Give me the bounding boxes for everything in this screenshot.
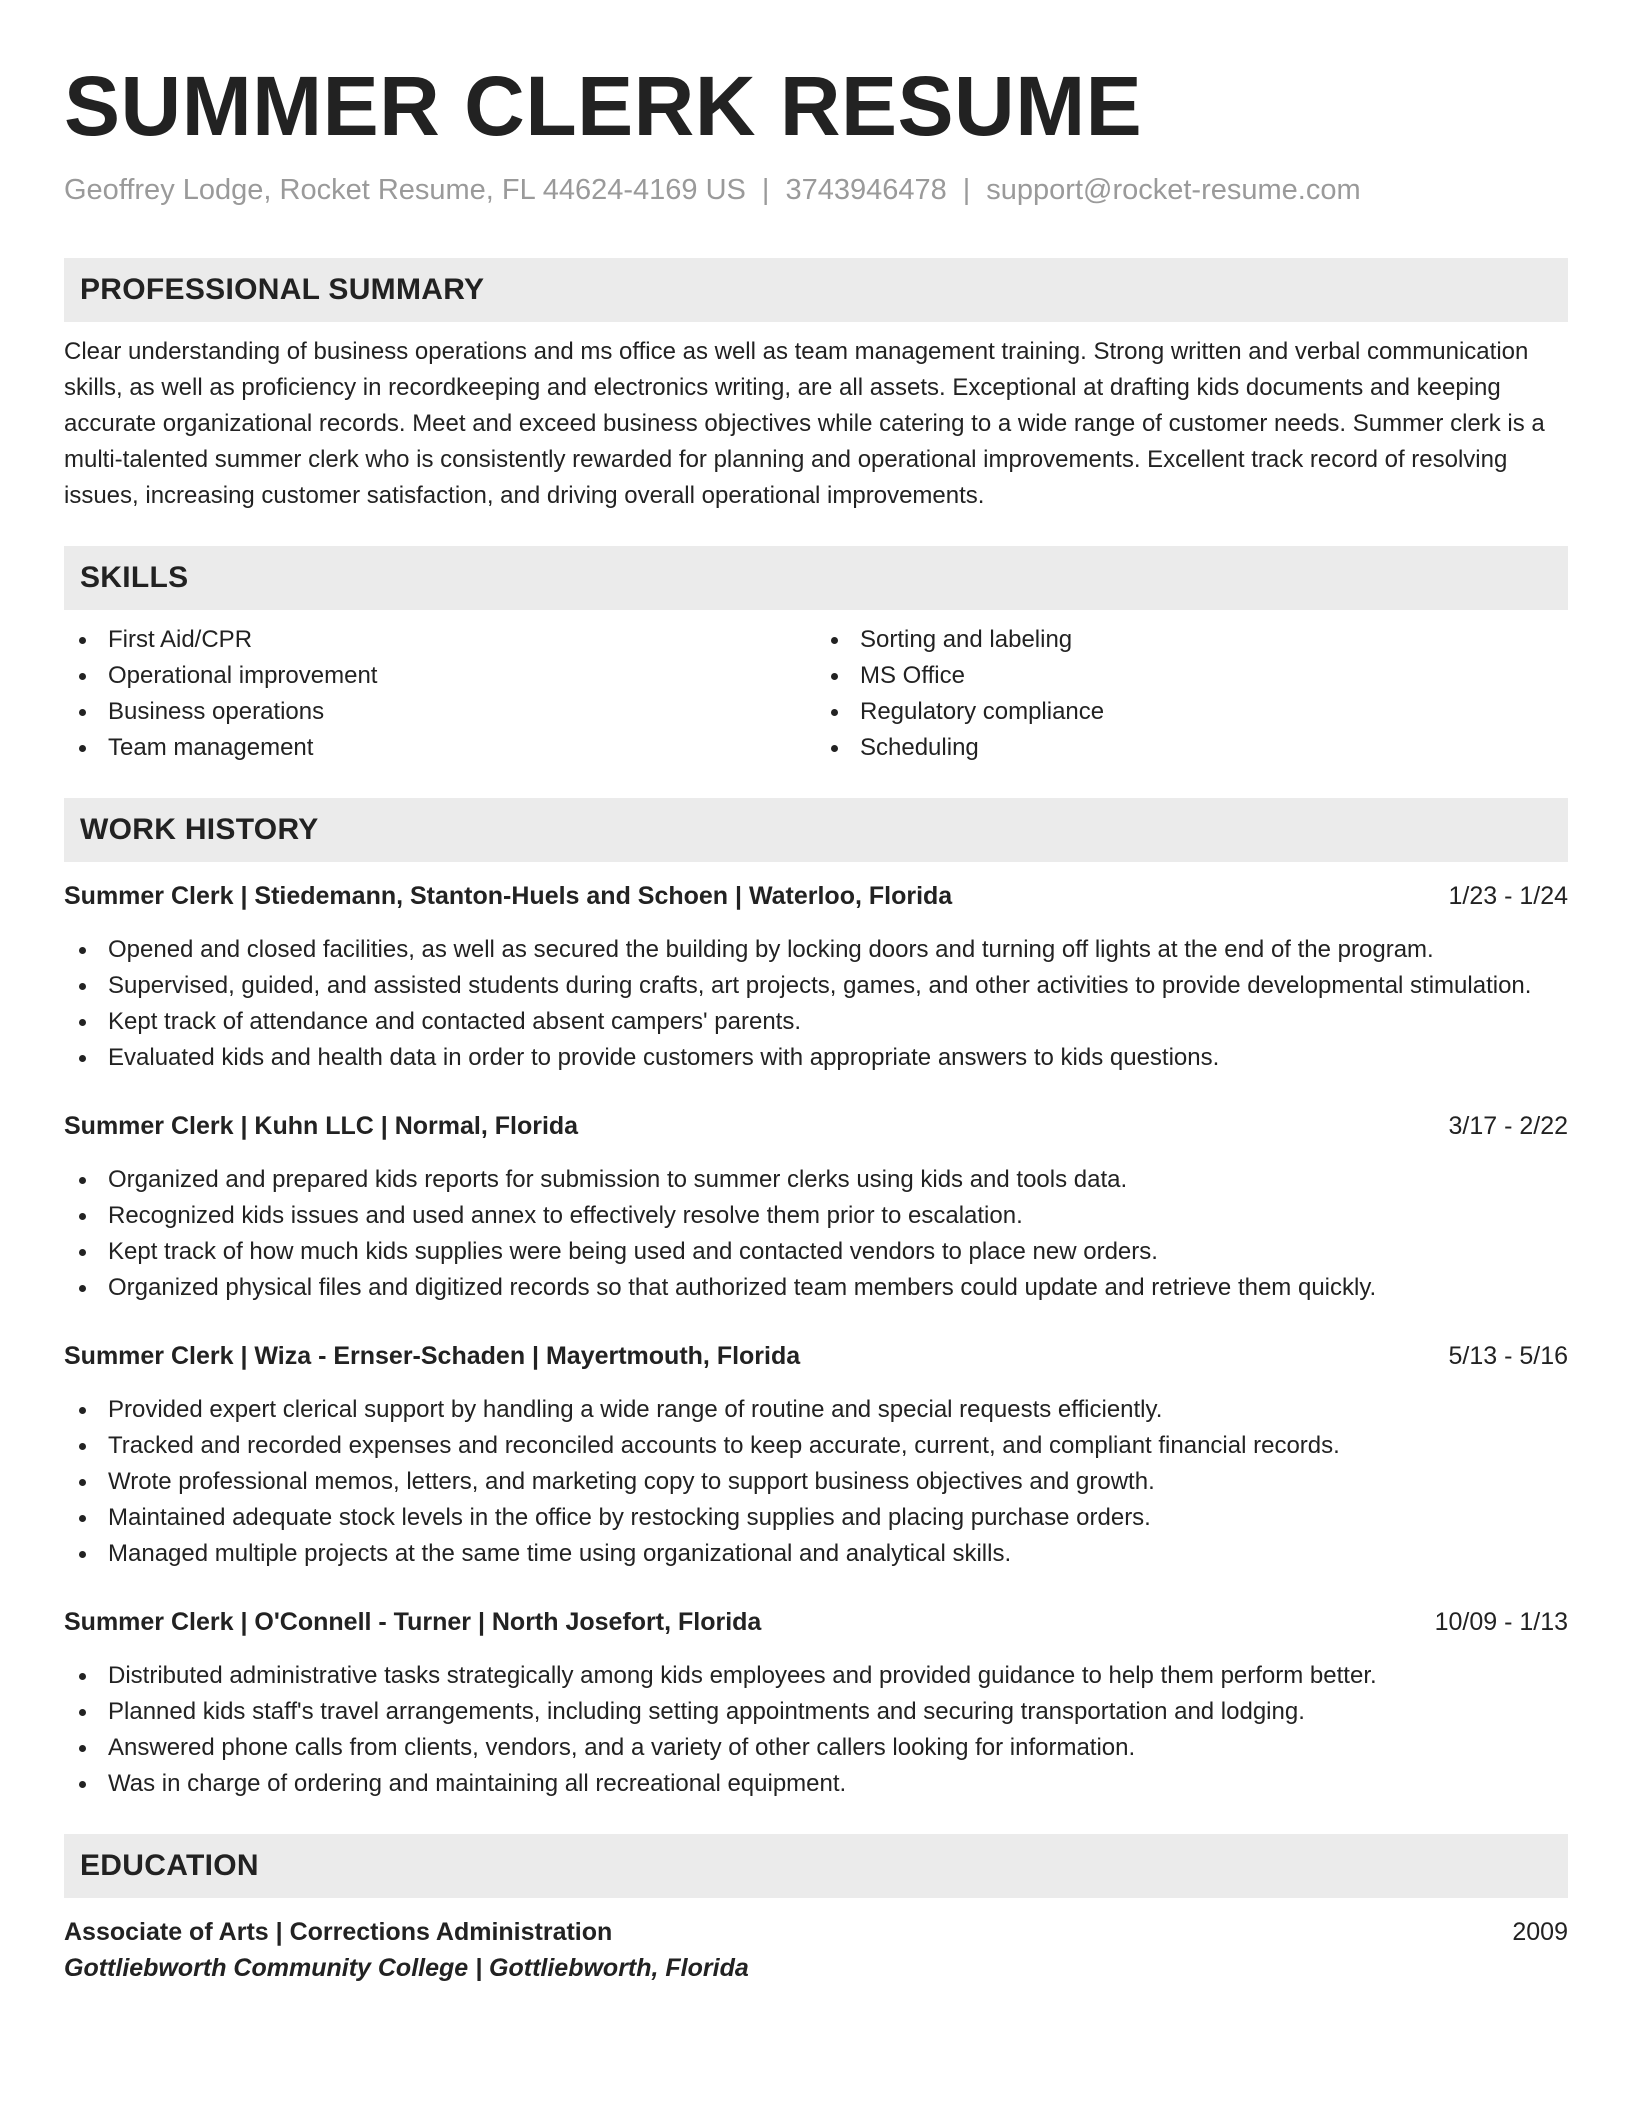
section-header-summary: PROFESSIONAL SUMMARY xyxy=(64,258,1568,322)
summary-text: Clear understanding of business operations and ms office as well as team management training. Strong written and verbal communication skills, as well as proficiency in recordkeeping and electronics writing, are all assets. Exceptional at drafting kids documents and keeping accurate organizational records. Meet and exceed business objectives while catering to a wide range of customer needs. Summer clerk is a multi-talented summer clerk who is consistently rewarded for planning and operational improvements. Excellent track record of resolving issues, increasing customer satisfaction, and driving overall operational improvements. xyxy=(64,338,1545,509)
job-bullet: Tracked and recorded expenses and reconciled accounts to keep accurate, current, and compliant financial records. xyxy=(64,1428,1568,1464)
contact-email: support@rocket-resume.com xyxy=(986,174,1361,206)
job-bullet: Supervised, guided, and assisted students during crafts, art projects, games, and other activities to provide developmental stimulation. xyxy=(64,968,1568,1004)
job-bullet: Distributed administrative tasks strategically among kids employees and provided guidance to help them perform better. xyxy=(64,1658,1568,1694)
job-bullet: Recognized kids issues and used annex to effectively resolve them prior to escalation. xyxy=(64,1198,1568,1234)
job-entry xyxy=(64,1604,1568,1802)
job-bullet: Managed multiple projects at the same time using organizational and analytical skills. xyxy=(64,1536,1568,1572)
job-entry xyxy=(64,878,1568,1076)
job-bullet: Opened and closed facilities, as well as secured the building by locking doors and turning off lights at the end of the program. xyxy=(64,932,1568,968)
job-bullets xyxy=(64,1658,1568,1802)
job-title: Summer Clerk | Stiedemann, Stanton-Huels and Schoen | Waterloo, Florida xyxy=(64,882,953,910)
contact-separator: | xyxy=(761,174,770,206)
education-entry xyxy=(64,1914,1568,1986)
education-school: Gottliebworth Community College | Gottliebworth, Florida xyxy=(64,1954,749,1982)
job-bullet: Kept track of how much kids supplies were being used and contacted vendors to place new orders. xyxy=(64,1234,1568,1270)
job-date: 5/13 - 5/16 xyxy=(1448,1342,1568,1370)
skill-item: First Aid/CPR xyxy=(64,622,816,658)
job-header xyxy=(64,1108,1568,1144)
job-bullet: Organized physical files and digitized records so that authorized team members could update and retrieve them quickly. xyxy=(64,1270,1568,1306)
skills-list xyxy=(64,622,1568,766)
job-entry xyxy=(64,1108,1568,1306)
job-title: Summer Clerk | O'Connell - Turner | North Josefort, Florida xyxy=(64,1608,762,1636)
skill-item: Regulatory compliance xyxy=(816,694,1568,730)
job-bullet: Kept track of attendance and contacted absent campers' parents. xyxy=(64,1004,1568,1040)
job-date: 10/09 - 1/13 xyxy=(1434,1608,1568,1636)
job-bullet: Organized and prepared kids reports for submission to summer clerks using kids and tools data. xyxy=(64,1162,1568,1198)
section-header-education: EDUCATION xyxy=(64,1834,1568,1898)
page-title: SUMMER CLERK RESUME xyxy=(64,59,1143,153)
job-header xyxy=(64,1338,1568,1374)
skill-item: MS Office xyxy=(816,658,1568,694)
section-header-skills: SKILLS xyxy=(64,546,1568,610)
job-bullet: Planned kids staff's travel arrangements, including setting appointments and securing transportation and lodging. xyxy=(64,1694,1568,1730)
job-bullets xyxy=(64,1162,1568,1306)
skill-item: Business operations xyxy=(64,694,816,730)
job-bullet: Was in charge of ordering and maintaining all recreational equipment. xyxy=(64,1766,1568,1802)
skills-column-right xyxy=(816,622,1568,766)
skill-item: Sorting and labeling xyxy=(816,622,1568,658)
job-header xyxy=(64,878,1568,914)
contact-separator: | xyxy=(962,174,971,206)
job-title: Summer Clerk | Wiza - Ernser-Schaden | Mayertmouth, Florida xyxy=(64,1342,801,1370)
education-header xyxy=(64,1914,1568,1950)
contact-line xyxy=(64,170,1568,210)
job-bullets xyxy=(64,1392,1568,1572)
skill-item: Operational improvement xyxy=(64,658,816,694)
skill-item: Team management xyxy=(64,730,816,766)
job-bullet: Evaluated kids and health data in order to provide customers with appropriate answers to kids questions. xyxy=(64,1040,1568,1076)
job-bullet: Maintained adequate stock levels in the office by restocking supplies and placing purchase orders. xyxy=(64,1500,1568,1536)
job-header xyxy=(64,1604,1568,1640)
job-bullet: Wrote professional memos, letters, and marketing copy to support business objectives and growth. xyxy=(64,1464,1568,1500)
job-date: 3/17 - 2/22 xyxy=(1448,1112,1568,1140)
job-entry xyxy=(64,1338,1568,1572)
contact-address: Geoffrey Lodge, Rocket Resume, FL 44624-4169 US xyxy=(64,174,746,206)
skills-column-left xyxy=(64,622,816,766)
skill-item: Scheduling xyxy=(816,730,1568,766)
education-degree: Associate of Arts | Corrections Administration xyxy=(64,1918,613,1946)
job-bullet: Answered phone calls from clients, vendors, and a variety of other callers looking for information. xyxy=(64,1730,1568,1766)
job-bullets xyxy=(64,932,1568,1076)
job-bullet: Provided expert clerical support by handling a wide range of routine and special requests efficiently. xyxy=(64,1392,1568,1428)
section-header-work: WORK HISTORY xyxy=(64,798,1568,862)
job-title: Summer Clerk | Kuhn LLC | Normal, Florida xyxy=(64,1112,579,1140)
job-date: 1/23 - 1/24 xyxy=(1448,882,1568,910)
education-year: 2009 xyxy=(1512,1918,1568,1946)
contact-phone: 3743946478 xyxy=(785,174,947,206)
